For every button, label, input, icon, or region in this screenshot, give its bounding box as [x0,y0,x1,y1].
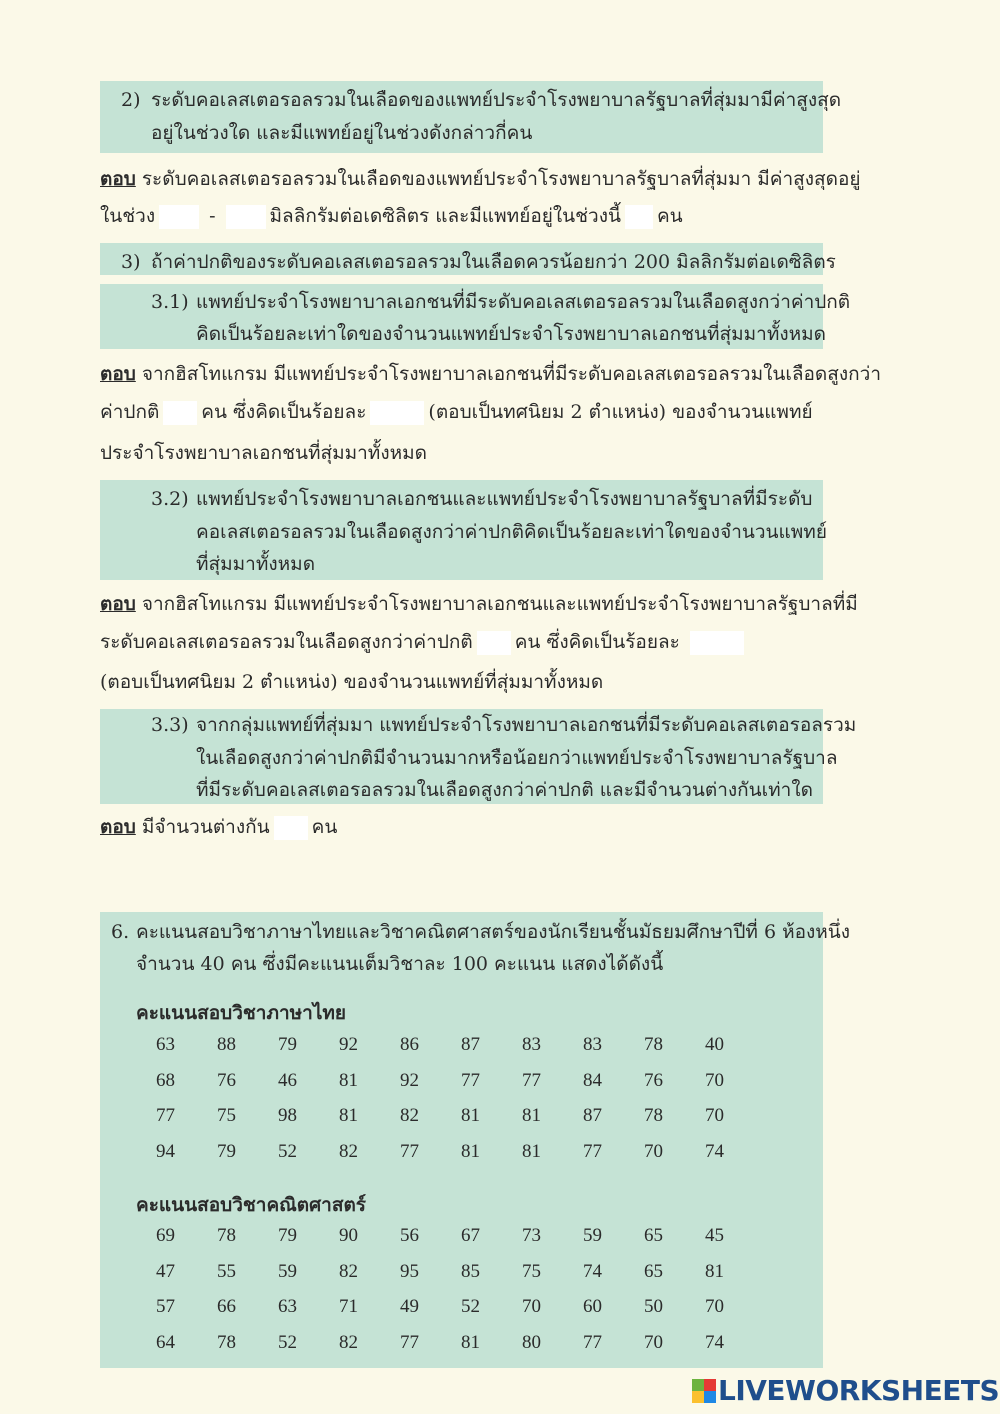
answer-3-1-line1 [100,362,881,386]
score-cell: 70 [644,1331,663,1353]
question-6-number: 6. [111,921,130,943]
score-cell: 52 [278,1140,297,1162]
answer-label: ตอบ [100,168,136,190]
answer-3-2-text2a: ระดับคอเลสเตอรอลรวมในเลือดสูงกว่าค่าปกติ [100,631,473,653]
score-cell: 77 [583,1140,602,1162]
score-cell: 40 [705,1034,724,1055]
score-cell: 79 [217,1140,236,1162]
question-3-3-number: 3.3) [151,714,189,736]
score-cell: 70 [644,1140,663,1162]
score-cell: 73 [522,1225,541,1246]
answer-3-1-line3: ประจำโรงพยาบาลเอกชนที่สุ่มมาทั้งหมด [100,442,427,464]
answer-2-text1: ระดับคอเลสเตอรอลรวมในเลือดของแพทย์ประจำโรงพยาบาลรัฐบาลที่สุ่มมา มีค่าสูงสุดอยู่ [135,168,861,190]
score-cell: 81 [522,1140,541,1162]
answer-label: ตอบ [100,363,136,385]
answer-3-2-percent-input[interactable] [690,631,744,655]
score-cell: 65 [644,1225,663,1246]
score-cell: 78 [644,1034,663,1055]
answer-2-text2b: มิลลิกรัมต่อเดซิลิตร และมีแพทย์อยู่ในช่วงนี้ [269,205,621,227]
answer-2-dash: - [209,205,216,227]
answer-3-2-text1: จากฮิสโทแกรม มีแพทย์ประจำโรงพยาบาลเอกชนและแพทย์ประจำโรงพยาบาลรัฐบาลที่มี [135,593,858,615]
score-cell: 82 [339,1331,358,1353]
score-cell: 77 [461,1069,480,1091]
score-cell: 81 [461,1105,480,1126]
question-3-2-line2: คอเลสเตอรอลรวมในเลือดสูงกว่าค่าปกติคิดเป็นร้อยละเท่าใดของจำนวนแพทย์ [196,521,827,543]
score-cell: 74 [705,1331,724,1353]
answer-3-3-text-b: คน [311,816,338,838]
score-cell: 77 [400,1331,419,1353]
score-cell: 52 [278,1331,297,1353]
score-cell: 70 [522,1296,541,1317]
score-cell: 69 [156,1225,175,1246]
score-cell: 78 [644,1105,663,1126]
answer-3-2-text2b: คน ซึ่งคิดเป็นร้อยละ [514,631,680,653]
answer-2-count-input[interactable] [625,205,653,229]
score-cell: 81 [339,1105,358,1126]
score-cell: 64 [156,1331,175,1353]
score-cell: 82 [400,1105,419,1126]
question-3-3-line2: ในเลือดสูงกว่าค่าปกติมีจำนวนมากหรือน้อยกว่าแพทย์ประจำโรงพยาบาลรัฐบาล [196,747,838,769]
score-cell: 63 [156,1034,175,1055]
score-cell: 79 [278,1034,297,1055]
answer-label: ตอบ [100,816,136,838]
question-3-text: ถ้าค่าปกติของระดับคอเลสเตอรอลรวมในเลือดควรน้อยกว่า 200 มิลลิกรัมต่อเดซิลิตร [151,251,836,273]
thai-scores-title: คะแนนสอบวิชาภาษาไทย [136,1002,347,1024]
answer-2-line1 [100,167,861,191]
score-cell: 95 [400,1260,419,1282]
answer-3-1-text1: จากฮิสโทแกรม มีแพทย์ประจำโรงพยาบาลเอกชนที่มีระดับคอเลสเตอรอลรวมในเลือดสูงกว่า [135,363,881,385]
score-cell: 78 [217,1331,236,1353]
score-cell: 59 [278,1260,297,1282]
question-6-line2: จำนวน 40 คน ซึ่งมีคะแนนเต็มวิชาละ 100 คะแนน แสดงได้ดังนี้ [136,953,664,975]
answer-3-1-line2 [100,400,813,425]
score-cell: 70 [705,1296,724,1317]
score-cell: 85 [461,1260,480,1282]
question-3-number: 3) [121,251,141,273]
score-cell: 81 [461,1140,480,1162]
question-2-number: 2) [121,89,141,111]
liveworksheets-logo-icon [692,1379,716,1403]
score-cell: 81 [461,1331,480,1353]
answer-3-1-text2c: (ตอบเป็นทศนิยม 2 ตำแหน่ง) ของจำนวนแพทย์ [428,401,813,423]
answer-3-3-text-a: มีจำนวนต่างกัน [135,816,270,838]
answer-3-3-line [100,815,337,840]
question-3-1-line2: คิดเป็นร้อยละเท่าใดของจำนวนแพทย์ประจำโรงพยาบาลเอกชนที่สุ่มมาทั้งหมด [196,323,827,345]
answer-3-2-line1 [100,592,858,616]
score-cell: 84 [583,1069,602,1091]
question-3-3-line3: ที่มีระดับคอเลสเตอรอลรวมในเลือดสูงกว่าค่าปกติ และมีจำนวนต่างกันเท่าใด [196,779,813,801]
logo-square [692,1379,704,1391]
score-cell: 87 [461,1034,480,1055]
score-cell: 88 [217,1034,236,1055]
score-cell: 75 [217,1105,236,1126]
answer-3-3-difference-input[interactable] [274,816,308,840]
score-cell: 45 [705,1225,724,1246]
answer-2-range-high-input[interactable] [226,205,266,229]
score-cell: 76 [644,1069,663,1091]
answer-3-1-text2b: คน ซึ่งคิดเป็นร้อยละ [201,401,367,423]
question-3-1-line1: แพทย์ประจำโรงพยาบาลเอกชนที่มีระดับคอเลสเตอรอลรวมในเลือดสูงกว่าค่าปกติ [196,291,851,313]
answer-3-1-percent-input[interactable] [370,401,424,425]
score-cell: 77 [156,1105,175,1126]
question-3-2-line3: ที่สุ่มมาทั้งหมด [196,553,316,575]
score-cell: 87 [583,1105,602,1126]
score-cell: 92 [400,1069,419,1091]
score-cell: 55 [217,1260,236,1282]
score-cell: 81 [522,1105,541,1126]
logo-square [704,1391,716,1403]
logo-square [692,1391,704,1403]
score-cell: 92 [339,1034,358,1055]
score-cell: 86 [400,1034,419,1055]
score-cell: 81 [339,1069,358,1091]
score-cell: 60 [583,1296,602,1317]
liveworksheets-logo [692,1374,999,1407]
liveworksheets-logo-text: LIVEWORKSHEETS [718,1374,1000,1407]
answer-2-line2 [100,204,683,229]
score-cell: 47 [156,1260,175,1282]
math-scores-title: คะแนนสอบวิชาคณิตศาสตร์ [136,1194,366,1216]
score-cell: 65 [644,1260,663,1282]
answer-3-2-count-input[interactable] [477,631,511,655]
score-cell: 57 [156,1296,175,1317]
question-3-2-line1: แพทย์ประจำโรงพยาบาลเอกชนและแพทย์ประจำโรงพยาบาลรัฐบาลที่มีระดับ [196,488,813,510]
score-cell: 83 [522,1034,541,1055]
score-cell: 70 [705,1105,724,1126]
question-2-line2: อยู่ในช่วงใด และมีแพทย์อยู่ในช่วงดังกล่าวกี่คน [151,122,533,144]
score-cell: 46 [278,1069,297,1091]
logo-square [704,1379,716,1391]
score-cell: 63 [278,1296,297,1317]
score-cell: 82 [339,1140,358,1162]
answer-3-1-count-input[interactable] [163,401,197,425]
question-2-line1: ระดับคอเลสเตอรอลรวมในเลือดของแพทย์ประจำโรงพยาบาลรัฐบาลที่สุ่มมามีค่าสูงสุด [151,89,842,111]
answer-2-text2c: คน [656,205,683,227]
score-cell: 68 [156,1069,175,1091]
score-cell: 66 [217,1296,236,1317]
score-cell: 50 [644,1296,663,1317]
score-cell: 78 [217,1225,236,1246]
score-cell: 77 [583,1331,602,1353]
score-cell: 98 [278,1105,297,1126]
score-cell: 90 [339,1225,358,1246]
answer-3-2-line3: (ตอบเป็นทศนิยม 2 ตำแหน่ง) ของจำนวนแพทย์ที่สุ่มมาทั้งหมด [100,671,604,693]
score-cell: 82 [339,1260,358,1282]
score-cell: 71 [339,1296,358,1317]
answer-2-text2a: ในช่วง [100,205,156,227]
question-3-2-number: 3.2) [151,488,189,510]
score-cell: 56 [400,1225,419,1246]
score-cell: 79 [278,1225,297,1246]
question-6-line1: คะแนนสอบวิชาภาษาไทยและวิชาคณิตศาสตร์ของนักเรียนชั้นมัธยมศึกษาปีที่ 6 ห้องหนึ่ง [136,921,851,943]
score-cell: 74 [583,1260,602,1282]
score-cell: 94 [156,1140,175,1162]
answer-3-2-line2 [100,630,748,655]
answer-2-range-low-input[interactable] [159,205,199,229]
score-cell: 76 [217,1069,236,1091]
score-cell: 74 [705,1140,724,1162]
score-cell: 67 [461,1225,480,1246]
score-cell: 52 [461,1296,480,1317]
score-cell: 80 [522,1331,541,1353]
score-cell: 59 [583,1225,602,1246]
score-cell: 75 [522,1260,541,1282]
score-cell: 83 [583,1034,602,1055]
question-3-3-line1: จากกลุ่มแพทย์ที่สุ่มมา แพทย์ประจำโรงพยาบาลเอกชนที่มีระดับคอเลสเตอรอลรวม [196,714,857,736]
score-cell: 81 [705,1260,724,1282]
score-cell: 49 [400,1296,419,1317]
score-cell: 77 [522,1069,541,1091]
score-cell: 77 [400,1140,419,1162]
answer-3-1-text2a: ค่าปกติ [100,401,160,423]
question-3-1-number: 3.1) [151,291,189,313]
answer-label: ตอบ [100,593,136,615]
score-cell: 70 [705,1069,724,1091]
